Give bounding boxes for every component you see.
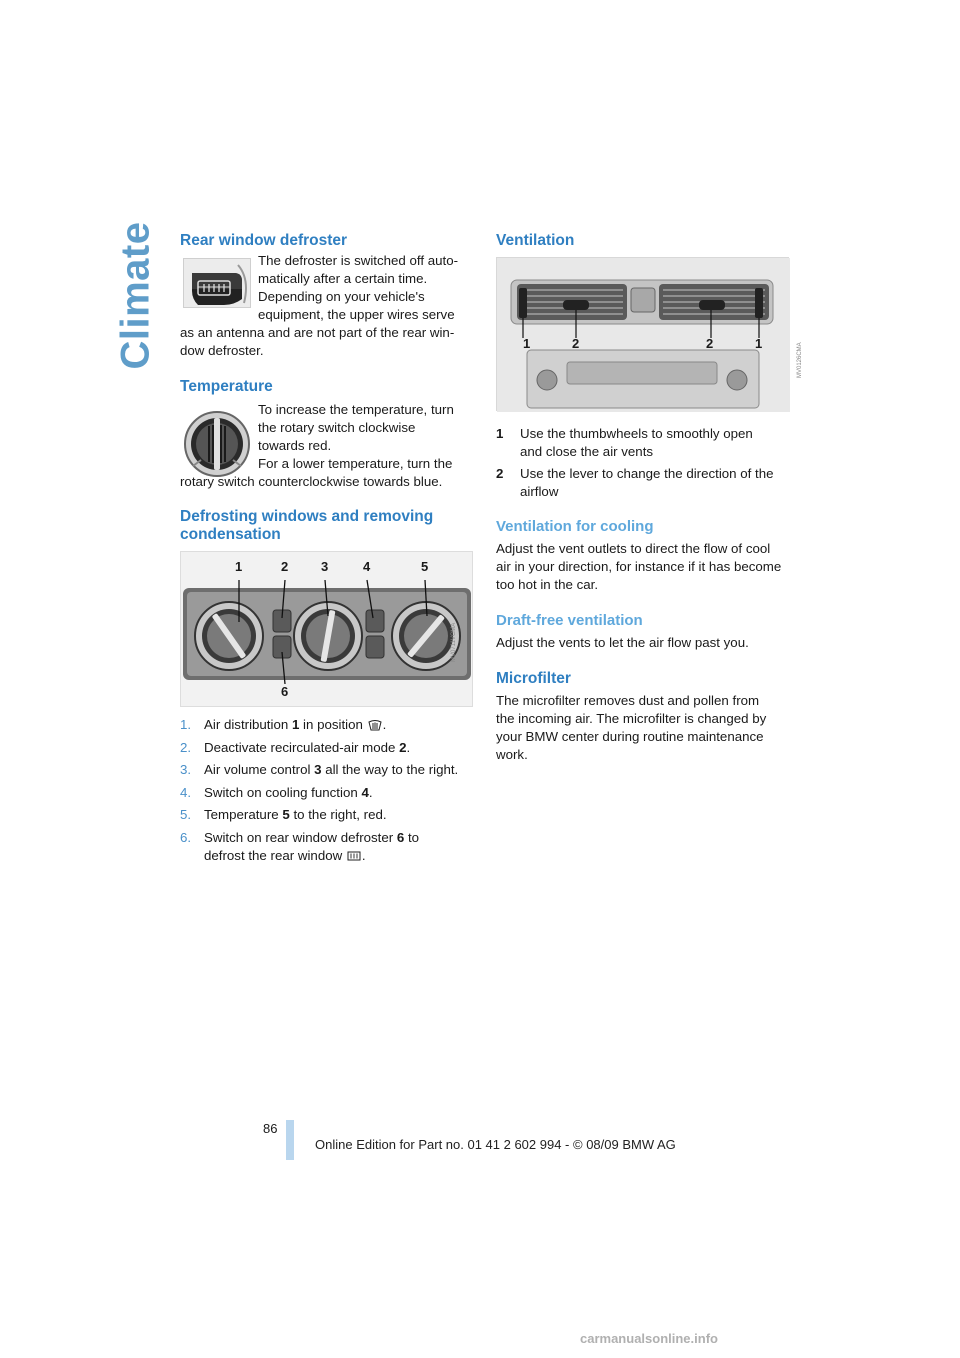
microfilter-line-1: The microfilter removes dust and pollen from — [496, 693, 760, 708]
vent-label-2-right: 2 — [706, 336, 714, 351]
step-text-end: . — [382, 717, 387, 732]
step-ref: 2 — [399, 739, 407, 755]
figure-code: MV0711VCMA — [451, 622, 457, 662]
step-number: 4. — [180, 784, 192, 800]
site-watermark: carmanualsonline.info — [580, 1331, 718, 1346]
microfilter-heading: Microfilter — [496, 670, 571, 687]
vent-label-1-right: 1 — [755, 336, 763, 351]
step-text-after: . — [406, 739, 411, 755]
defrosting-steps-list — [180, 716, 480, 869]
rear-defroster-text-1: The defroster is switched off auto- — [258, 253, 459, 268]
step-ref: 6 — [396, 829, 405, 845]
step-number: 1. — [180, 717, 192, 732]
ventilation-legend-item-2 — [496, 465, 796, 501]
defrosting-heading-line2: condensation — [180, 526, 281, 543]
step-ref: 5 — [282, 807, 290, 822]
legend-number: 2 — [496, 466, 504, 481]
step-6 — [180, 829, 480, 865]
microfilter-line-4: work. — [496, 747, 528, 762]
rear-defroster-button-icon — [184, 259, 251, 308]
step-text: Temperature — [204, 807, 283, 822]
rear-defroster-button-image — [183, 258, 251, 308]
step-ref: 3 — [314, 762, 322, 777]
step-4 — [180, 784, 480, 802]
vent-label-2-left: 2 — [572, 336, 580, 351]
figure-label-3: 3 — [321, 559, 329, 574]
ventilation-heading: Ventilation — [496, 232, 575, 249]
step-number: 3. — [180, 762, 192, 777]
figure-label-4: 4 — [363, 559, 371, 574]
vent-figure-code: MV0126CMA — [797, 342, 803, 378]
temperature-text-3: towards red. — [258, 438, 332, 453]
air-vents-illustration — [497, 258, 790, 412]
step-text-after: to — [404, 829, 420, 845]
temperature-text-4: For a lower temperature, turn the — [258, 456, 453, 471]
ventilation-figure — [496, 257, 803, 411]
step-text: Switch on rear window defroster — [204, 829, 397, 845]
ventilation-legend-list — [496, 425, 796, 505]
temperature-heading: Temperature — [180, 378, 273, 395]
footer-edition-text: Online Edition for Part no. 01 41 2 602 994 - © 08/09 BMW AG — [315, 1137, 676, 1152]
legend-text-line1: Use the lever to change the direction of the — [520, 466, 774, 481]
chapter-title: Climate — [113, 221, 158, 369]
step-text: Air distribution — [204, 717, 292, 732]
step-number: 6. — [180, 829, 192, 845]
step-text-after: all the way to the right. — [321, 762, 459, 777]
step-3 — [180, 761, 480, 779]
rear-defroster-text-6: dow defroster. — [180, 343, 264, 358]
step-text-line2: defrost the rear window — [204, 847, 343, 863]
defrosting-heading-line1: Defrosting windows and removing — [180, 508, 434, 525]
step-text-after: . — [368, 784, 373, 800]
ventilation-legend-item-1 — [496, 425, 796, 461]
rear-defroster-text-5: as an antenna and are not part of the rear win- — [180, 325, 455, 340]
figure-label-2: 2 — [281, 559, 289, 574]
rear-defroster-text-3: Depending on your vehicle's — [258, 289, 425, 304]
rear-window-defroster-heading: Rear window defroster — [180, 232, 348, 249]
microfilter-line-2: the incoming air. The microfilter is changed by — [496, 711, 767, 726]
figure-label-1: 1 — [235, 559, 243, 574]
legend-number: 1 — [496, 426, 504, 441]
step-number: 5. — [180, 807, 192, 822]
draft-free-heading: Draft-free ventilation — [496, 612, 643, 629]
step-text-after: to the right, red. — [289, 807, 387, 822]
page-number: 86 — [263, 1121, 278, 1136]
temperature-text-5: rotary switch counterclockwise towards blue. — [180, 474, 443, 489]
ventilation-cooling-line-2: air in your direction, for instance if it has become — [496, 559, 782, 574]
step-ref: 4 — [361, 784, 369, 800]
vent-label-1-left: 1 — [523, 336, 531, 351]
figure-label-6: 6 — [281, 684, 289, 699]
windshield-defrost-icon — [368, 719, 382, 731]
step-text-end: . — [361, 847, 366, 863]
chapter-side-tab — [106, 220, 166, 370]
step-text: Air volume control — [204, 762, 315, 777]
climate-control-panel-figure — [180, 551, 473, 707]
ventilation-cooling-line-3: too hot in the car. — [496, 577, 599, 592]
rear-defrost-icon — [347, 850, 361, 862]
step-2 — [180, 739, 480, 757]
footer-accent-bar — [286, 1120, 294, 1160]
figure-label-5: 5 — [421, 559, 429, 574]
step-text-after: in position — [299, 717, 363, 732]
step-5 — [180, 806, 480, 824]
ventilation-cooling-line-1: Adjust the vent outlets to direct the flow of cool — [496, 541, 771, 556]
step-number: 2. — [180, 739, 192, 755]
legend-text-line2: and close the air vents — [520, 444, 654, 459]
step-ref: 1 — [291, 717, 300, 732]
temperature-text-1: To increase the temperature, turn — [258, 402, 454, 417]
step-text: Switch on cooling function — [204, 784, 362, 800]
step-text: Deactivate recirculated-air mode — [204, 739, 400, 755]
ventilation-cooling-heading: Ventilation for cooling — [496, 518, 654, 535]
microfilter-line-3: your BMW center during routine maintenance — [496, 729, 764, 744]
legend-text-line2: airflow — [520, 484, 559, 499]
climate-panel-illustration — [181, 552, 474, 708]
step-1 — [180, 716, 480, 734]
legend-text-line1: Use the thumbwheels to smoothly open — [520, 426, 753, 441]
rear-defroster-text-2: matically after a certain time. — [258, 271, 428, 286]
rear-defroster-text-4: equipment, the upper wires serve — [258, 307, 455, 322]
draft-free-line-1: Adjust the vents to let the air flow past you. — [496, 635, 749, 650]
temperature-text-2: the rotary switch clockwise — [258, 420, 416, 435]
